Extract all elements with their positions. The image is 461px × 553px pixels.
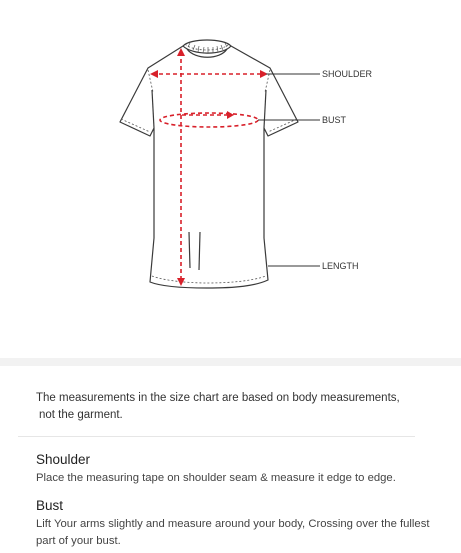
tshirt-outline: [120, 40, 298, 288]
shoulder-description: Place the measuring tape on shoulder seam & measure it edge to edge.: [36, 472, 396, 484]
intro-line-2: not the garment.: [39, 409, 123, 421]
intro-note: [36, 390, 416, 424]
bust-label: BUST: [322, 115, 347, 125]
bust-section: [36, 497, 436, 550]
shoulder-label: SHOULDER: [322, 69, 373, 79]
shoulder-section: [36, 451, 436, 487]
bust-description-line-2: part of your bust.: [36, 535, 121, 547]
length-label: LENGTH: [322, 261, 359, 271]
horizontal-rule: [18, 436, 415, 437]
section-divider: [0, 358, 461, 366]
bust-heading: Bust: [36, 498, 64, 513]
shoulder-heading: Shoulder: [36, 452, 91, 467]
bust-description: [36, 516, 436, 550]
intro-line-1: The measurements in the size chart are based on body measurements,: [36, 392, 400, 404]
bust-description-line-1: Lift Your arms slightly and measure around your body, Crossing over the fullest: [36, 518, 430, 530]
